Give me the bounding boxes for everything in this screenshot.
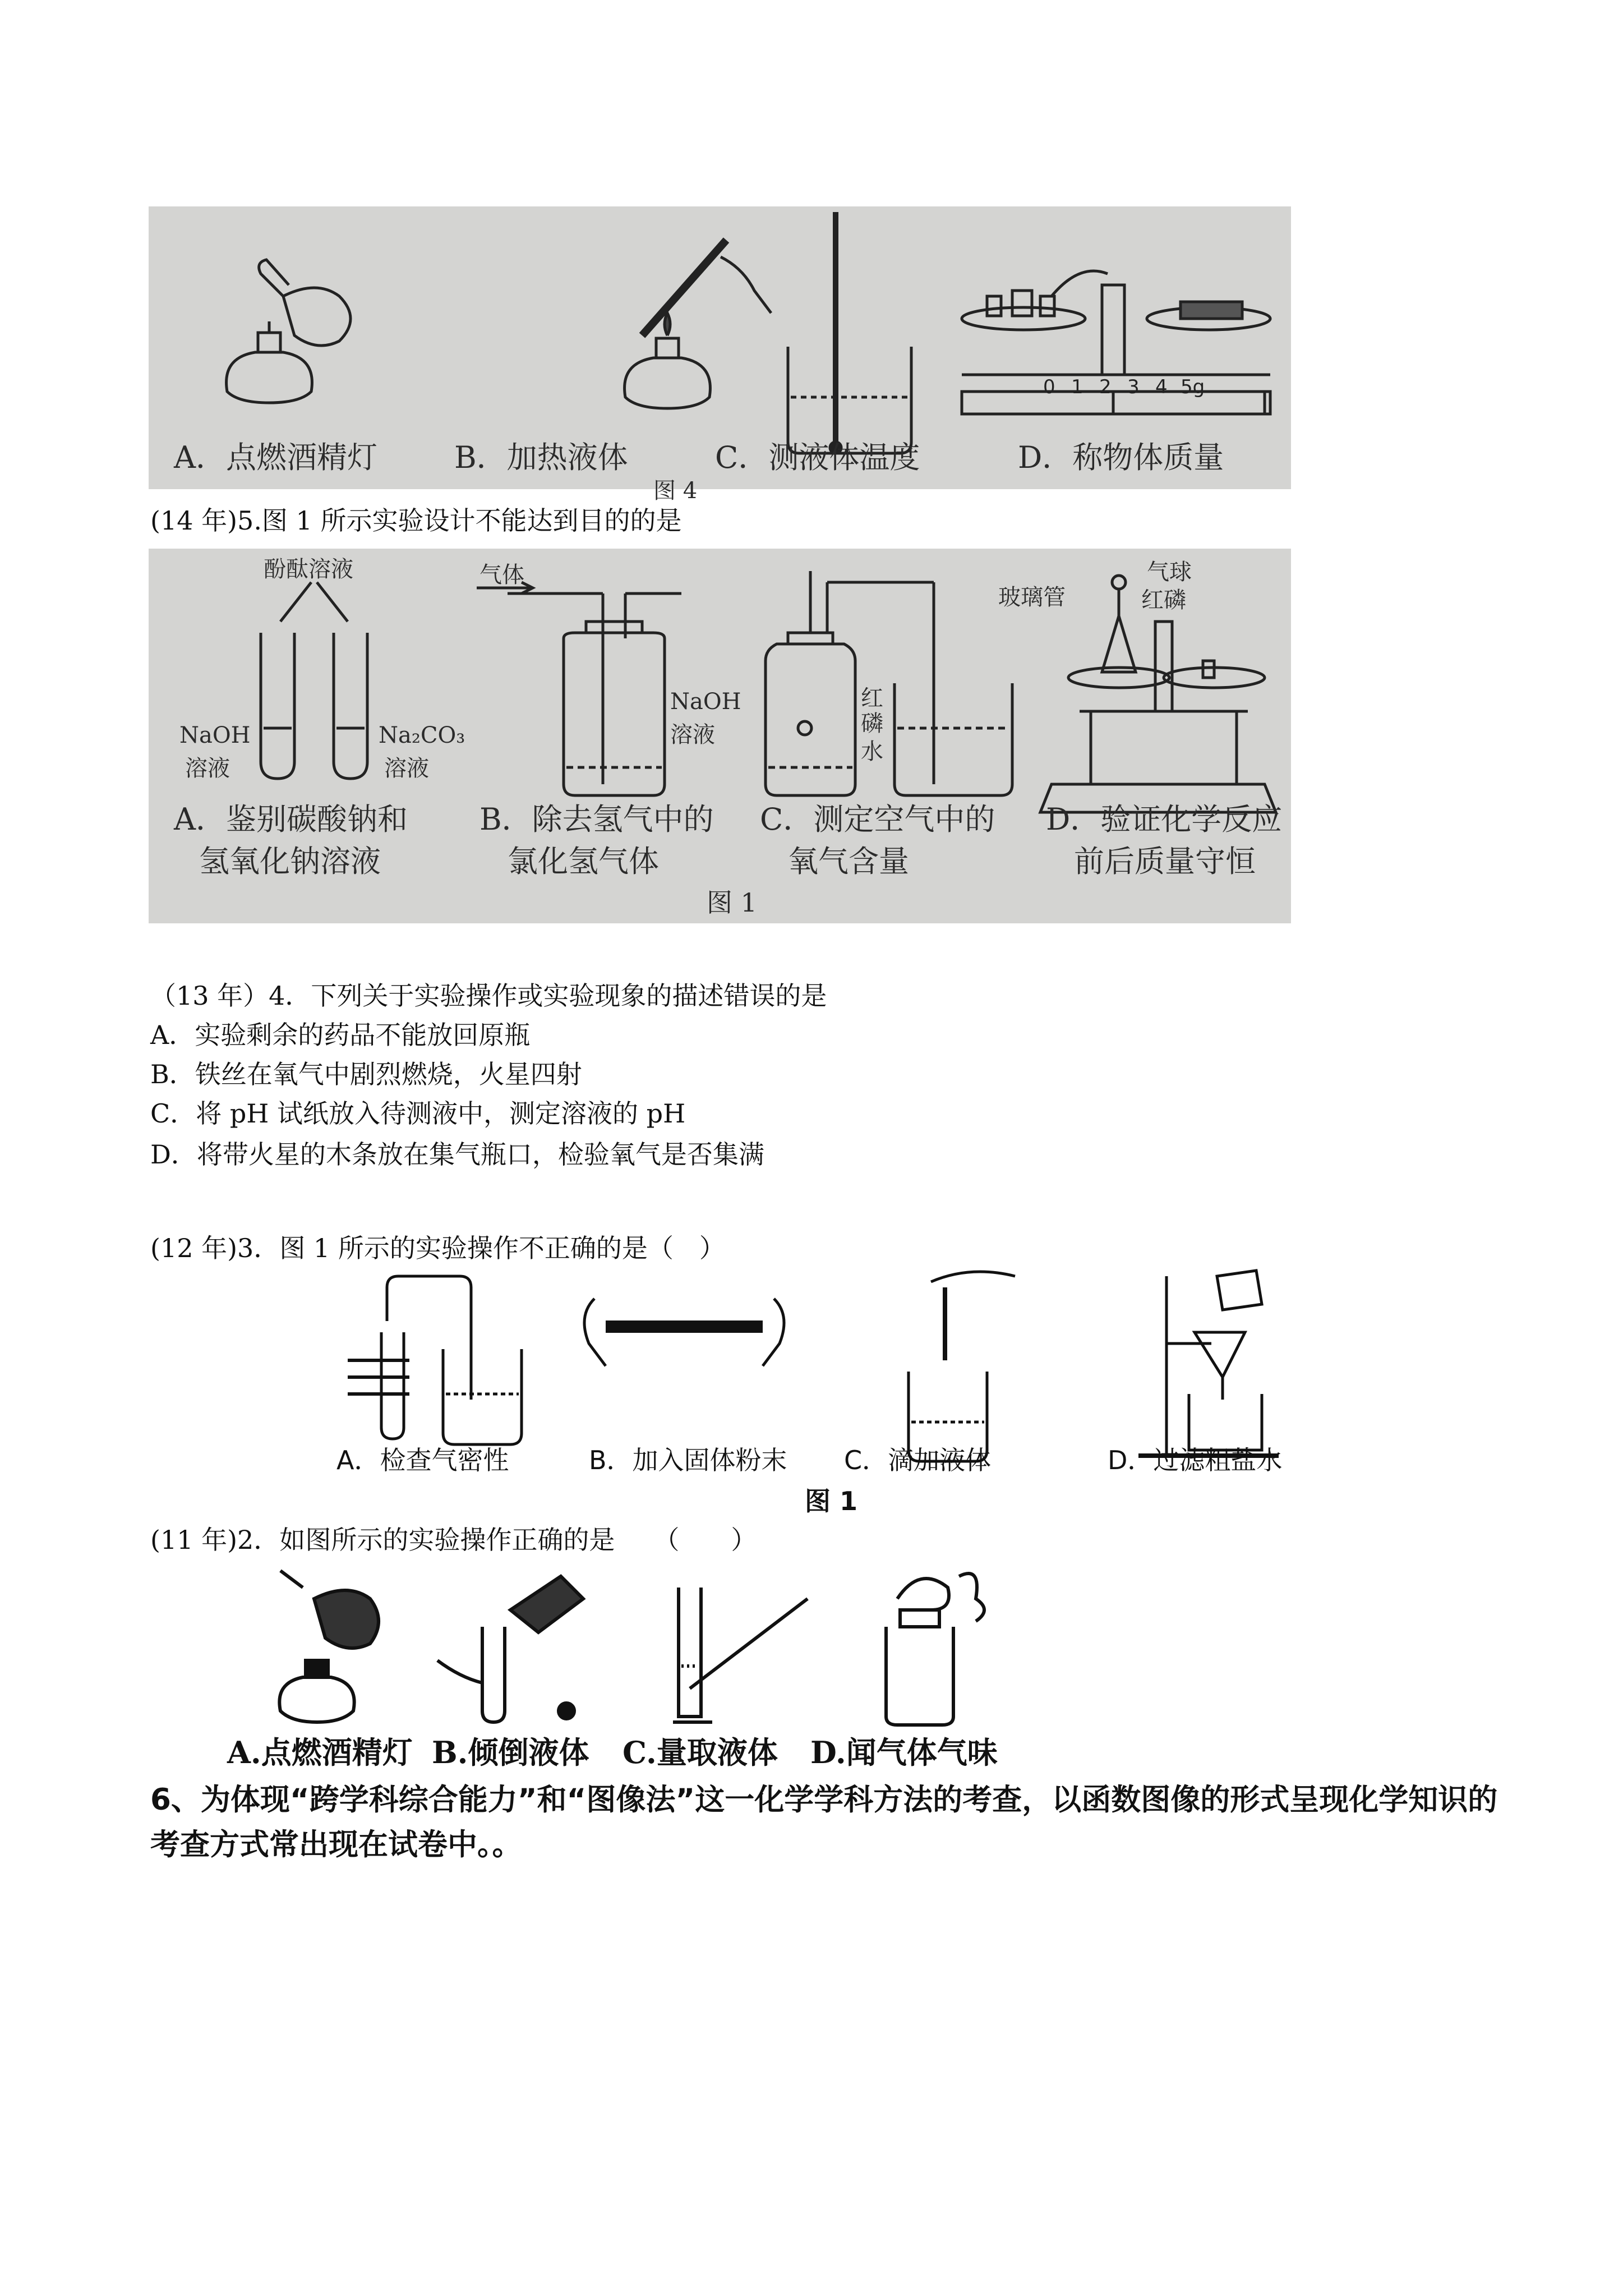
label-glass-tube: 玻璃管 bbox=[998, 585, 1066, 610]
label-balloon: 气球 bbox=[1147, 559, 1192, 585]
scale-tick: 1 bbox=[1071, 376, 1083, 398]
caption-d-line1: D．验证化学反应 bbox=[1046, 802, 1283, 837]
figure-4-photo bbox=[149, 206, 1291, 504]
question-13: （13 年）4．下列关于实验操作或实验现象的描述错误的是 bbox=[150, 981, 827, 1011]
option-d: D．将带火星的木条放在集气瓶口，检验氧气是否集满 bbox=[150, 1139, 764, 1170]
alcohol-lamp-icon bbox=[227, 260, 351, 403]
balance-icon bbox=[962, 271, 1270, 414]
question-14: (14 年)5.图 1 所示实验设计不能达到目的的是 bbox=[150, 505, 682, 536]
airtightness-check-icon bbox=[348, 1276, 522, 1444]
scale-tick: 4 bbox=[1155, 376, 1168, 398]
figure-label: 图 4 bbox=[653, 478, 698, 504]
label-phosphorus: 磷 bbox=[861, 711, 883, 737]
figure-label: 图 1 bbox=[707, 887, 757, 918]
caption-c: C．测液体温度 bbox=[715, 440, 920, 475]
caption-a: A.点燃酒精灯 bbox=[227, 1734, 413, 1770]
caption-c-line2: 氧气含量 bbox=[788, 844, 909, 879]
dropping-liquid-icon bbox=[909, 1272, 1015, 1461]
caption-b-line1: B．除去氢气中的 bbox=[479, 802, 714, 837]
filtering-icon bbox=[1138, 1271, 1279, 1456]
label-phenolphthalein: 酚酞溶液 bbox=[264, 556, 353, 582]
thermometer-beaker-icon bbox=[788, 212, 911, 453]
question-6-line1: 6、为体现“跨学科综合能力”和“图像法”这一化学学科方法的考查，以函数图像的形式呈现化学知识的 bbox=[150, 1783, 1498, 1817]
pouring-liquid-icon bbox=[437, 1576, 583, 1722]
label-solution: 溶液 bbox=[384, 756, 429, 781]
figure-q11-drawings bbox=[247, 1565, 1032, 1733]
caption-d: D．称物体质量 bbox=[1018, 440, 1224, 475]
caption-b-line2: 氯化氢气体 bbox=[508, 844, 659, 879]
scale-tick: 5g bbox=[1181, 376, 1205, 398]
figure-label: 图 1 bbox=[805, 1486, 858, 1516]
label-naoh: NaOH bbox=[179, 723, 251, 748]
label-na2co3: Na₂CO₃ bbox=[379, 723, 465, 748]
caption-d: D．过滤粗盐水 bbox=[1108, 1445, 1283, 1475]
scale-tick: 3 bbox=[1127, 376, 1140, 398]
caption-a-line1: A．鉴别碳酸钠和 bbox=[174, 802, 408, 837]
scale-tick: 0 bbox=[1043, 376, 1055, 398]
label-naoh: NaOH bbox=[670, 689, 741, 715]
scale-tick: 2 bbox=[1099, 376, 1112, 398]
label-solution: 溶液 bbox=[670, 722, 715, 748]
graduated-cylinder-icon bbox=[673, 1588, 808, 1722]
oxygen-content-apparatus-icon bbox=[766, 571, 1012, 795]
test-tube-heating-icon bbox=[625, 240, 771, 408]
powder-adding-icon bbox=[584, 1299, 784, 1366]
question-12: (12 年)3．图 1 所示的实验操作不正确的是（ ） bbox=[150, 1233, 725, 1263]
caption-c-line1: C．测定空气中的 bbox=[760, 802, 995, 837]
label-solution: 溶液 bbox=[185, 756, 230, 781]
caption-c: C．滴加液体 bbox=[844, 1445, 992, 1475]
smelling-gas-icon bbox=[886, 1573, 984, 1725]
caption-a-line2: 氢氧化钠溶液 bbox=[199, 844, 381, 879]
label-red-phosphorus: 红磷 bbox=[1141, 587, 1186, 613]
figure-1-photo-q14 bbox=[149, 549, 1291, 923]
caption-c: C.量取液体 bbox=[623, 1734, 778, 1770]
caption-b: B．加热液体 bbox=[454, 440, 628, 475]
option-b: B．铁丝在氧气中剧烈燃烧，火星四射 bbox=[150, 1059, 582, 1089]
caption-d-line2: 前后质量守恒 bbox=[1074, 844, 1256, 879]
label-gas: 气体 bbox=[479, 562, 524, 588]
alcohol-lamp-icon bbox=[279, 1571, 379, 1722]
figure-1-q12-drawings bbox=[314, 1265, 1324, 1467]
option-c: C．将 pH 试纸放入待测液中，测定溶液的 pH bbox=[150, 1098, 686, 1129]
caption-b: B.倾倒液体 bbox=[432, 1734, 589, 1770]
gas-washing-bottle-icon bbox=[477, 582, 681, 795]
test-tubes-icon bbox=[261, 582, 367, 779]
question-6-line2: 考查方式常出现在试卷中。。 bbox=[150, 1828, 522, 1862]
caption-a: A．点燃酒精灯 bbox=[174, 440, 377, 475]
caption-a: A．检查气密性 bbox=[336, 1445, 509, 1475]
caption-d: D.闻气体气味 bbox=[810, 1734, 998, 1770]
label-red: 红 bbox=[861, 685, 883, 711]
label-water: 水 bbox=[861, 739, 883, 765]
option-a: A．实验剩余的药品不能放回原瓶 bbox=[150, 1020, 531, 1050]
question-11: (11 年)2．如图所示的实验操作正确的是 （ ） bbox=[150, 1525, 757, 1555]
caption-b: B．加入固体粉末 bbox=[589, 1445, 787, 1475]
